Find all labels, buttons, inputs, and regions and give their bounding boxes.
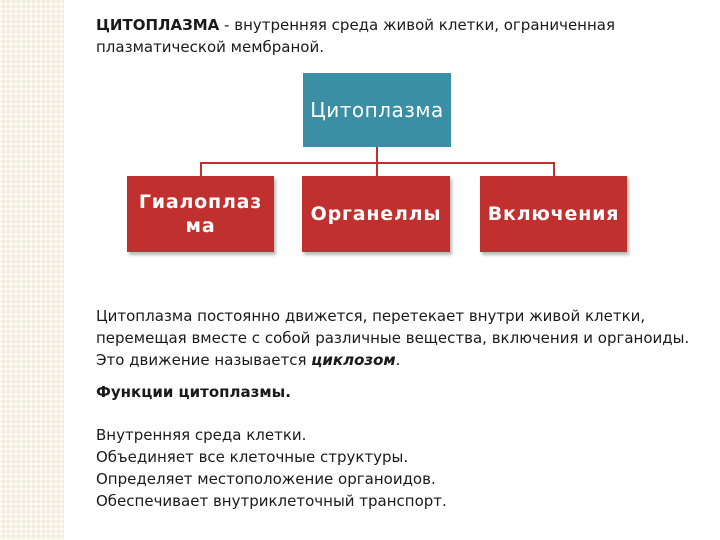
diagram-root-node: Цитоплазма: [303, 73, 451, 147]
connector-child-3: [553, 162, 555, 176]
functions-list: [96, 424, 447, 512]
connector-child-2: [376, 162, 378, 176]
connector-child-1: [200, 162, 202, 176]
definition-body: - внутренняя среда живой клетки, ограниченная плазматической мембраной.: [96, 16, 616, 56]
cyclosis-paragraph: [96, 305, 696, 371]
diagram-node-inclusions: Включения: [480, 176, 627, 252]
definition-term: ЦИТОПЛАЗМА: [96, 16, 220, 34]
cyclosis-period: .: [395, 351, 401, 369]
list-item: Обеспечивает внутриклеточный транспорт.: [96, 492, 447, 510]
functions-heading: Функции цитоплазмы.: [96, 383, 291, 401]
diagram-node-hyaloplasm: Гиалоплаз ма: [127, 176, 274, 252]
connector-root: [376, 147, 378, 162]
list-item: Внутренняя среда клетки.: [96, 426, 307, 444]
cytoplasm-diagram: [0, 0, 720, 260]
cyclosis-term: циклозом: [311, 351, 396, 369]
diagram-node-organelles: Органеллы: [302, 176, 450, 252]
cyclosis-text: Цитоплазма постоянно движется, перетекает внутри живой клетки, перемещая вместе с собой различные вещества, включения и органоиды. Это движение называется: [96, 307, 690, 369]
list-item: Объединяет все клеточные структуры.: [96, 448, 409, 466]
list-item: Определяет местоположение органоидов.: [96, 470, 436, 488]
